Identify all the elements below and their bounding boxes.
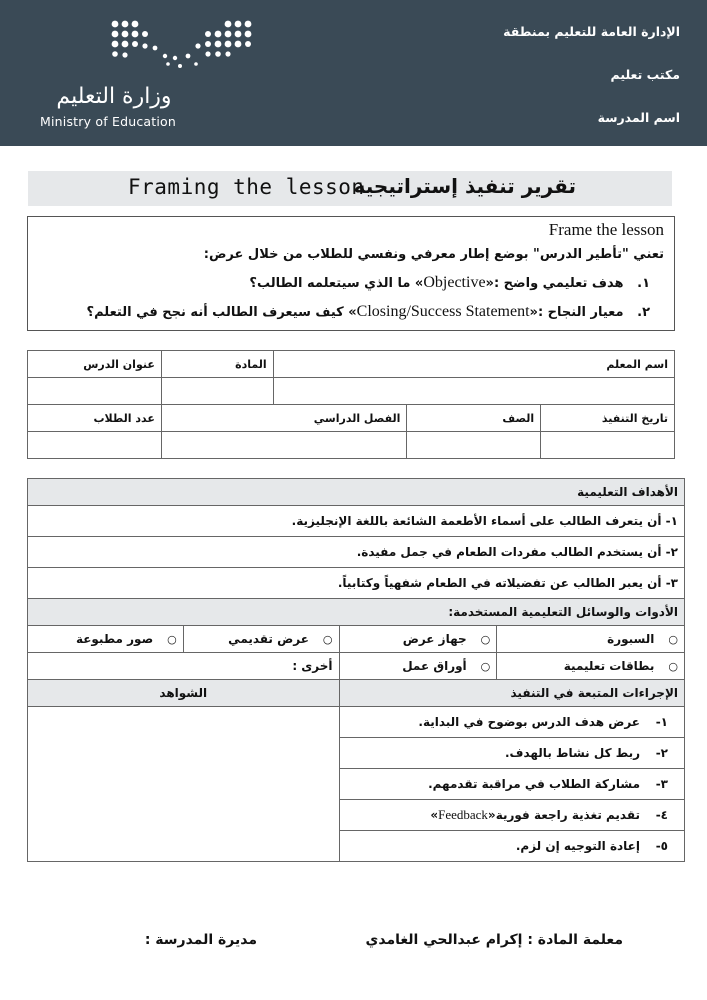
teacher-name-field[interactable] [273, 378, 674, 405]
item-1-english: Objective [423, 274, 486, 291]
objective-1: ١- أن يتعرف الطالب على أسماء الأطعمة الشائعة باللغة الإنجليزية. [28, 506, 685, 537]
grade-field[interactable] [407, 432, 541, 459]
subject-label: المادة [161, 351, 273, 378]
radio-icon: ○ [668, 660, 678, 673]
item-1-question: ما الذي سيتعلمه الطالب؟ [249, 276, 411, 291]
office-label: مكتب تعليم [610, 67, 680, 82]
header-band [0, 0, 707, 146]
tool-option[interactable]: ○أوراق عمل [339, 653, 497, 680]
tool-option[interactable]: ○صور مطبوعة [28, 626, 184, 653]
school-label: اسم المدرسة [597, 110, 680, 125]
procedure-step: ١-عرض هدف الدرس بوضوح في البداية. [339, 707, 684, 738]
objectives-heading: الأهداف التعليمية [28, 479, 685, 506]
grade-label: الصف [407, 405, 541, 432]
description-item-1: ١. هدف تعليمي واضح :«Objective» ما الذي سيتعلمه الطالب؟ [249, 274, 650, 291]
logo-english-text: Ministry of Education [40, 114, 177, 129]
students-count-label: عدد الطلاب [28, 405, 162, 432]
radio-icon: ○ [480, 660, 491, 673]
radio-icon: ○ [668, 633, 678, 646]
students-count-field[interactable] [28, 432, 162, 459]
procedure-step: ٤-تقديم تغذية راجعة فورية«Feedback» [339, 800, 684, 831]
item-2-question: كيف سيعرف الطالب أنه نجح في التعلم؟ [86, 305, 344, 320]
semester-label: الفصل الدراسي [161, 405, 407, 432]
logo-arabic-text: وزارة التعليم [56, 84, 172, 109]
evidence-area[interactable] [28, 707, 340, 862]
item-2-number: ٢. [637, 305, 650, 320]
item-1-label: هدف تعليمي واضح : [493, 276, 624, 291]
tool-option[interactable]: ○السبورة [497, 626, 685, 653]
item-2-label: معيار النجاح : [537, 305, 624, 320]
strategy-description [27, 216, 675, 331]
objective-3: ٣- أن يعبر الطالب عن تفضيلاته في الطعام شفهياً وكتابياً. [28, 568, 685, 599]
logo-dots-icon [110, 18, 260, 70]
other-tools-field[interactable]: أخرى : [28, 653, 340, 680]
date-label: تاريخ التنفيذ [541, 405, 675, 432]
description-heading: Frame the lesson [548, 220, 664, 239]
region-label: الإدارة العامة للتعليم بمنطقة [503, 24, 680, 39]
subject-field[interactable] [161, 378, 273, 405]
header-info [440, 20, 680, 149]
lesson-title-field[interactable] [28, 378, 162, 405]
procedure-step: ٥-إعادة التوجيه إن لزم. [339, 831, 684, 862]
tool-option[interactable]: ○بطاقات تعليمية [497, 653, 685, 680]
teacher-signature: معلمة المادة : إكرام عبدالحي الغامدي [365, 932, 623, 948]
teacher-name-label: اسم المعلم [273, 351, 674, 378]
radio-icon: ○ [167, 633, 177, 646]
tools-heading: الأدوات والوسائل التعليمية المستخدمة: [28, 599, 685, 626]
semester-field[interactable] [161, 432, 407, 459]
objective-2: ٢- أن يستخدم الطالب مفردات الطعام في جمل مفيدة. [28, 537, 685, 568]
date-field[interactable] [541, 432, 675, 459]
execution-table [27, 478, 685, 862]
tool-option[interactable]: ○عرض تقديمي [183, 626, 339, 653]
tool-option[interactable]: ○جهاز عرض [339, 626, 497, 653]
principal-signature: مديرة المدرسة : [144, 932, 257, 948]
description-intro: تعني "تأطير الدرس" بوضع إطار معرفي ونفسي للطلاب من خلال عرض: [203, 247, 664, 262]
procedure-step: ٢-ربط كل نشاط بالهدف. [339, 738, 684, 769]
procedure-step: ٣-مشاركة الطلاب في مراقبة تقدمهم. [339, 769, 684, 800]
title-arabic: تقرير تنفيذ إستراتيجية [353, 174, 576, 198]
ministry-logo [40, 18, 260, 133]
item-2-english: Closing/Success Statement [356, 303, 530, 320]
procedures-heading: الإجراءات المتبعة في التنفيذ [339, 680, 684, 707]
radio-icon: ○ [322, 633, 333, 646]
item-1-number: ١. [637, 276, 650, 291]
description-item-2: ٢. معيار النجاح :«Closing/Success Statement» كيف سيعرف الطالب أنه نجح في التعلم؟ [86, 303, 650, 320]
lesson-info-table [27, 350, 675, 459]
radio-icon: ○ [480, 633, 491, 646]
lesson-title-label: عنوان الدرس [28, 351, 162, 378]
title-bar [28, 171, 672, 206]
title-english: Framing the lesson [128, 175, 365, 199]
evidence-heading: الشواهد [28, 680, 340, 707]
